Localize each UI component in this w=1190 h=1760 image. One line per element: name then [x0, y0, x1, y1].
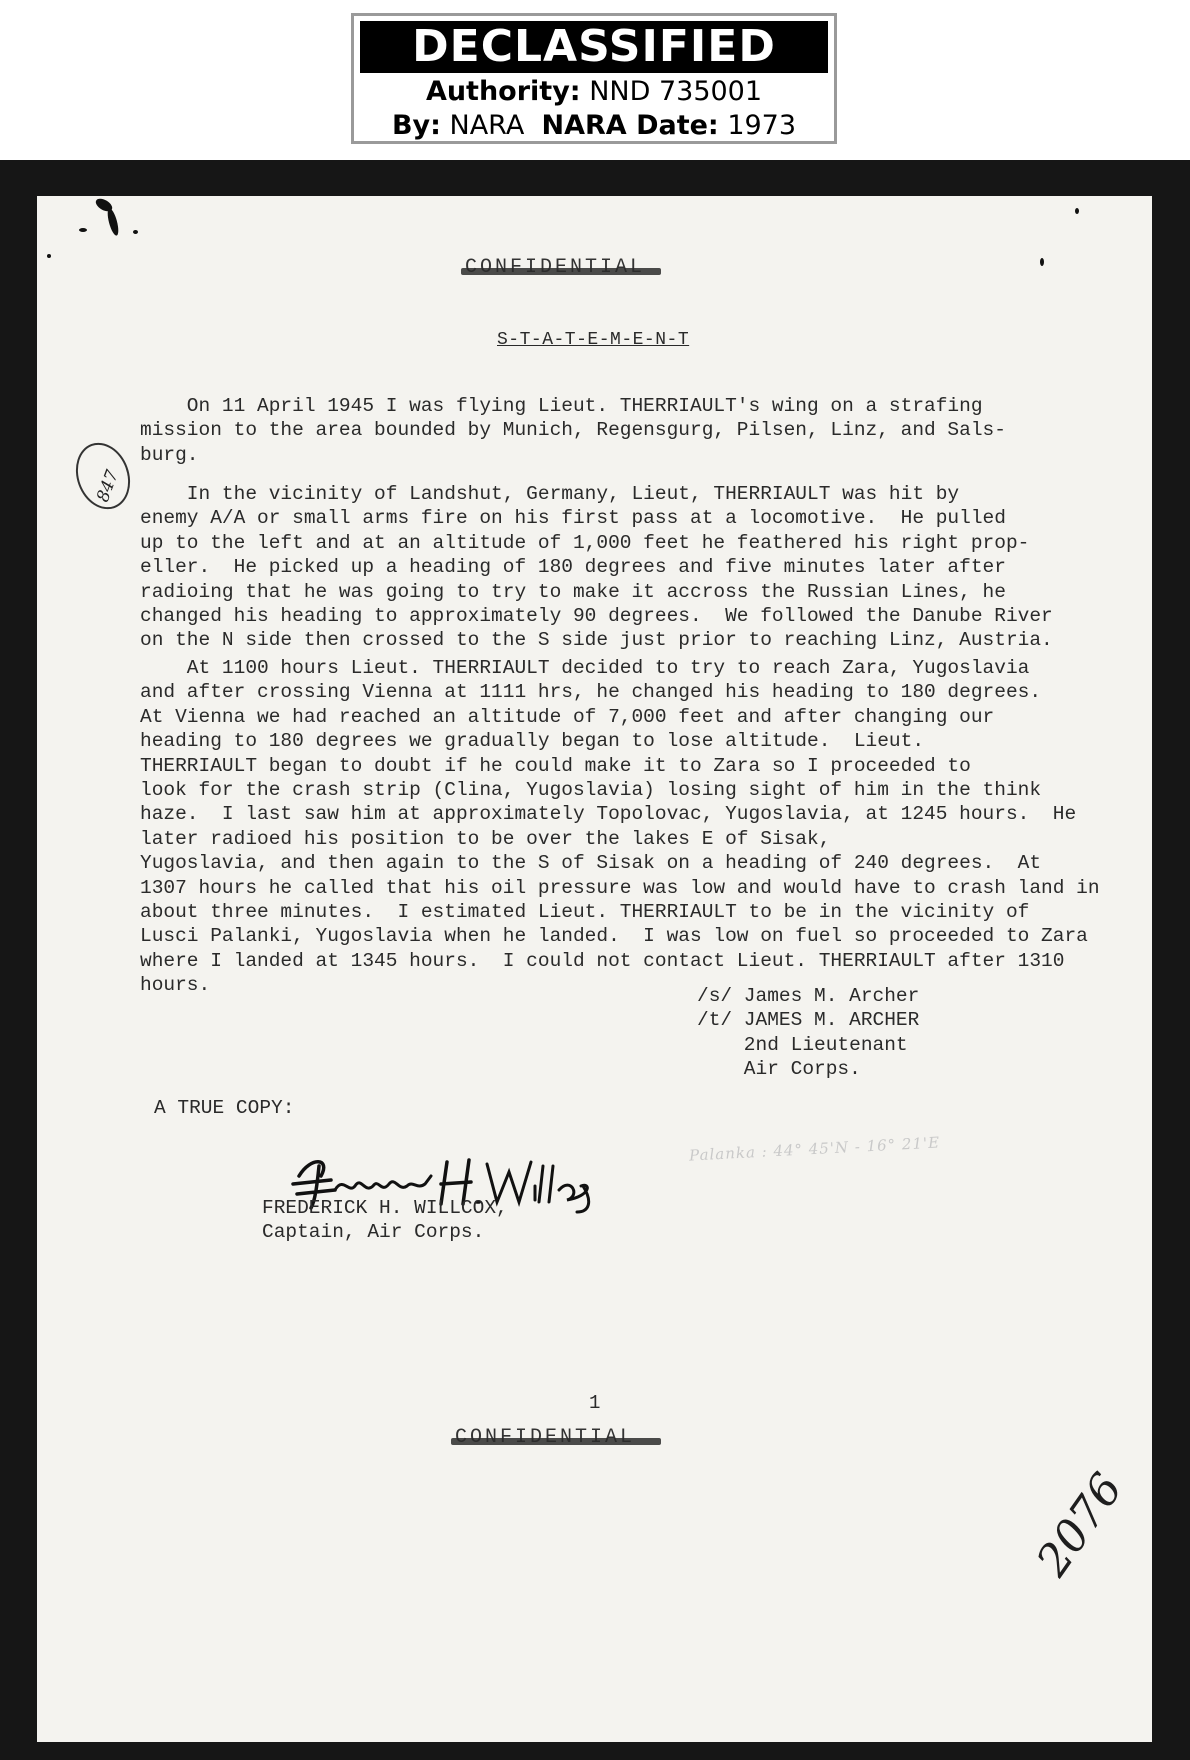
signature-block	[697, 984, 919, 1082]
classification-top-strike	[461, 268, 661, 275]
paragraph-line: look for the crash strip (Clina, Yugoslavia) losing sight of him in the think	[140, 779, 1042, 802]
stamp-by-line	[354, 110, 834, 141]
statement-title: S-T-A-T-E-M-E-N-T	[497, 330, 690, 350]
stamp-by-label: By:	[391, 110, 441, 141]
true-copy-label: A TRUE COPY:	[154, 1097, 295, 1119]
copy-signer-line: FREDERICK H. WILLCOX,	[262, 1197, 508, 1219]
paragraph-line: on the N side then crossed to the S side just prior to reaching Linz, Austria.	[140, 629, 1053, 652]
stamp-authority-line	[354, 76, 834, 107]
signature-line: /s/ James M. Archer	[697, 985, 920, 1007]
scan-speck	[1075, 208, 1079, 214]
paragraph-line: radioing that he was going to try to make it accross the Russian Lines, he	[140, 580, 1006, 603]
paragraph-line: Yugoslavia, and then again to the S of Sisak on a heading of 240 degrees. At	[140, 852, 1042, 875]
handwritten-page-number: 2076	[1027, 1464, 1134, 1586]
paragraph-line: about three minutes. I estimated Lieut. THERRIAULT to be in the vicinity of	[140, 901, 1030, 924]
paragraph-line: hours.	[140, 974, 211, 997]
declassified-stamp	[351, 13, 837, 144]
copy-signer-block	[262, 1196, 508, 1245]
stamp-authority-label: Authority:	[425, 76, 581, 107]
paragraph-line: In the vicinity of Landshut, Germany, Lieut, THERRIAULT was hit by	[140, 483, 960, 505]
classification-bottom-strike	[451, 1438, 661, 1445]
paragraph-line: enemy A/A or small arms fire on his first pass at a locomotive. He pulled	[140, 507, 1006, 530]
scanned-page-frame	[0, 160, 1190, 1760]
paragraph-line: THERRIAULT began to doubt if he could make it to Zara so I proceeded to	[140, 754, 971, 777]
paragraph-1	[140, 394, 1006, 467]
paragraph-line: up to the left and at an altitude of 1,000 feet he feathered his right prop-	[140, 531, 1030, 554]
paragraph-line: mission to the area bounded by Munich, Regensgurg, Pilsen, Linz, and Sals-	[140, 419, 1006, 442]
stamp-by-value: NARA	[449, 110, 525, 141]
paragraph-line: eller. He picked up a heading of 180 degrees and five minutes later after	[140, 556, 1006, 579]
scan-speck	[47, 254, 51, 258]
paragraph-line: later radioed his position to be over the lakes E of Sisak,	[140, 827, 831, 850]
page-number: 1	[589, 1392, 601, 1414]
signature-line: Air Corps.	[697, 1058, 861, 1081]
paragraph-line: heading to 180 degrees we gradually began to lose altitude. Lieut.	[140, 730, 925, 753]
stamp-authority-value: NND 735001	[589, 76, 763, 107]
scan-speck	[79, 228, 87, 232]
signature-line: /t/ JAMES M. ARCHER	[697, 1009, 920, 1032]
scan-speck	[1040, 258, 1044, 266]
paragraph-line: 1307 hours he called that his oil pressure was low and would have to crash land in	[140, 876, 1100, 899]
paragraph-2	[140, 482, 1053, 653]
paragraph-line: burg.	[140, 443, 199, 466]
paragraph-line: On 11 April 1945 I was flying Lieut. THERRIAULT's wing on a strafing	[140, 395, 983, 417]
copy-signer-line: Captain, Air Corps.	[262, 1221, 485, 1244]
pencil-coordinates-note: Palanka : 44° 45'N - 16° 21'E	[688, 1133, 941, 1165]
scan-speck	[133, 230, 138, 234]
paragraph-line: Lusci Palanki, Yugoslavia when he landed. I was low on fuel so proceeded to Zara	[140, 925, 1088, 948]
paragraph-line: At 1100 hours Lieut. THERRIAULT decided to try to reach Zara, Yugoslavia	[140, 657, 1030, 679]
paragraph-line: haze. I last saw him at approximately Topolovac, Yugoslavia, at 1245 hours. He	[140, 803, 1077, 826]
scan-speck	[106, 207, 121, 236]
stamp-title: DECLASSIFIED	[360, 21, 828, 73]
paragraph-line: and after crossing Vienna at 1111 hrs, he changed his heading to 180 degrees.	[140, 681, 1042, 704]
stamp-date-label: NARA Date:	[541, 110, 719, 141]
paragraph-line: where I landed at 1345 hours. I could not contact Lieut. THERRIAULT after 1310	[140, 949, 1065, 972]
document-page	[37, 196, 1152, 1742]
paragraph-3	[140, 656, 1100, 998]
margin-note-number: 847	[93, 467, 123, 505]
paragraph-line: changed his heading to approximately 90 degrees. We followed the Danube River	[140, 605, 1053, 628]
paragraph-line: At Vienna we had reached an altitude of 7,000 feet and after changing our	[140, 705, 995, 728]
signature-line: 2nd Lieutenant	[697, 1033, 908, 1056]
stamp-date-value: 1973	[727, 110, 797, 141]
